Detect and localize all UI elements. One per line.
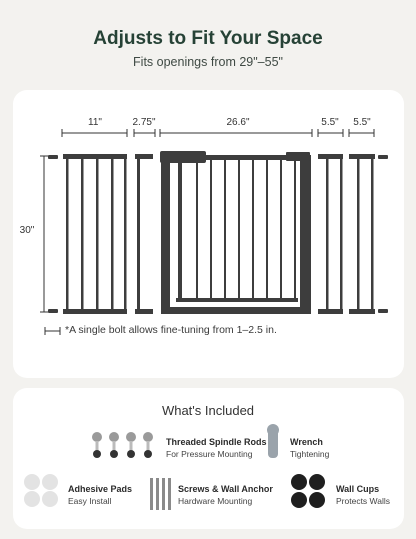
item-name-spindle: Threaded Spindle Rods	[166, 437, 267, 447]
screw-icon	[150, 478, 171, 510]
item-desc-spindle: For Pressure Mounting	[166, 449, 253, 459]
item-desc-wrench: Tightening	[290, 449, 330, 459]
included-title: What's Included	[161, 403, 255, 418]
height-label: 30"	[19, 225, 35, 236]
page-title: Adjusts to Fit Your Space	[93, 28, 323, 49]
item-name-adhesive: Adhesive Pads	[68, 484, 133, 494]
item-name-screws: Screws & Wall Anchor	[178, 484, 273, 494]
width-label-2-75: 2.75"	[132, 117, 156, 128]
item-desc-wall-cups: Protects Walls	[336, 496, 391, 506]
width-label-11: 11"	[88, 117, 102, 128]
item-desc-screws: Hardware Mounting	[178, 496, 253, 506]
width-label-5-5-a: 5.5"	[321, 117, 339, 128]
item-name-wrench: Wrench	[290, 437, 323, 447]
width-label-26-6: 26.6"	[226, 117, 250, 128]
width-label-5-5-b: 5.5"	[353, 117, 371, 128]
item-name-wall-cups: Wall Cups	[336, 484, 380, 494]
adjustment-note: *A single bolt allows fine-tuning from 1–2.5 in.	[65, 324, 277, 336]
adhesive-pad-icon	[24, 474, 58, 507]
wrench-icon	[267, 424, 279, 458]
wall-cup-icon	[291, 474, 325, 508]
page-subtitle: Fits openings from 29"–55"	[133, 55, 283, 69]
item-desc-adhesive: Easy Install	[68, 496, 112, 506]
spindle-rod-icon	[92, 432, 153, 458]
